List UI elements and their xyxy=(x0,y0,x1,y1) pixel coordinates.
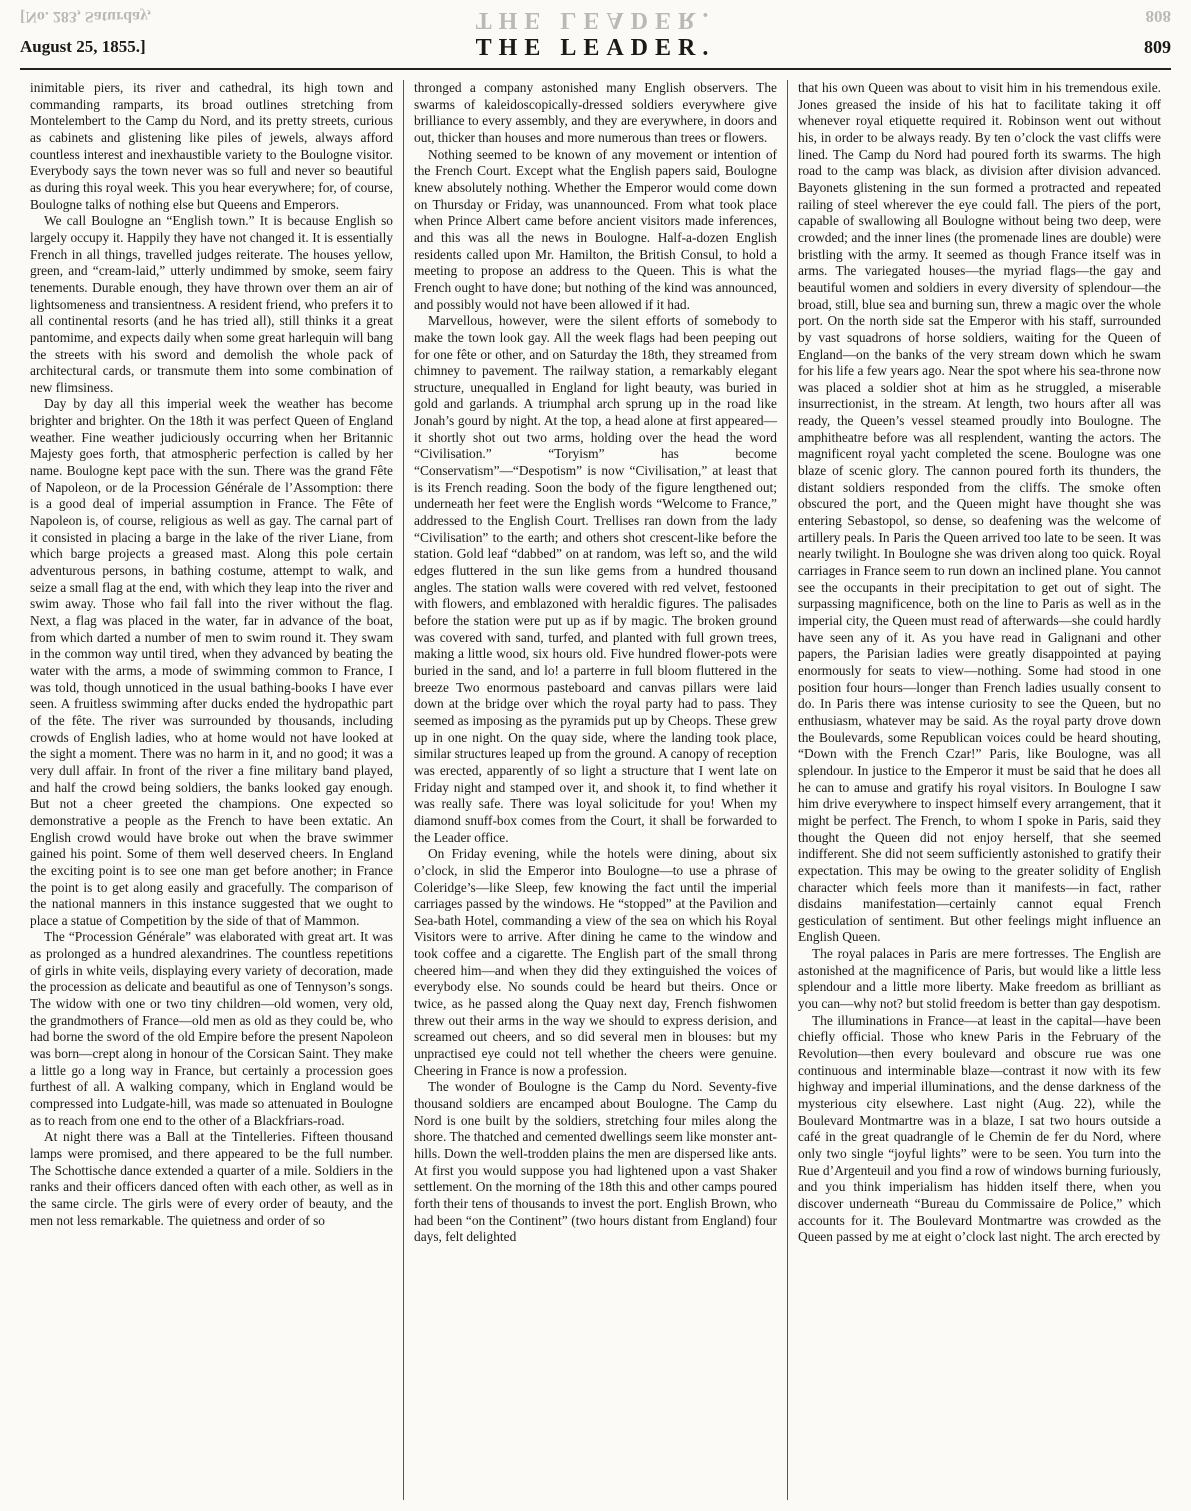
paragraph: At night there was a Ball at the Tintelleries. Fifteen thousand lamps were promised, and there appeared to be the full number. The Schottische dance extended a quarter of a mile. Soldiers in the ranks and their officers danced often with each other, as well as in the same circle. The girls were of every order of beauty, and the men not less remarkable. The quietness and order of so xyxy=(30,1129,393,1228)
article-columns xyxy=(20,80,1171,1500)
paragraph: The wonder of Boulogne is the Camp du Nord. Seventy-five thousand soldiers are encamped about Boulogne. The Camp du Nord is one built by the soldiers, stretching four miles along the shore. The thatched and cemented dwellings seem like monster ant-hills. Down the well-trodden plains the men are dispersed like ants. At first you would suppose you had lightened upon a vast Shaker settlement. On the morning of the 18th this and other camps poured forth their tens of thousands to invest the port. English Brown, who had been “on the Continent” (two hours distant from England) four days, felt delighted xyxy=(414,1079,777,1245)
paragraph: The illuminations in France—at least in the capital—have been chiefly official. Those who knew Paris in the February of the Revolution—then every boulevard and obscure rue was one continuous and interminable blaze—contrast it now with its few highway and imperial illuminations, and the dense darkness of the mysterious city elsewhere. Last night (Aug. 22), while the Boulevard Montmartre was in a blaze, I sat two hours outside a café in the great quadrangle of le Chemin de fer du Nord, where only two single “joyful lights” were to be seen. You turn into the Rue d’Argenteuil and you find a row of windows burning furiously, and you think imperialism has hidden itself there, when you discover underneath “Bureau du Commissaire de Police,” which accounts for it. The Boulevard Montmartre was crowded as the Queen passed by me at eight o’clock last night. The arch erected by xyxy=(798,1012,1161,1245)
bleed-through-left: [No. 283, Saturday, xyxy=(20,8,152,25)
column-1 xyxy=(20,80,403,1500)
paragraph: We call Boulogne an “English town.” It is because English so largely occupy it. Happily they have not changed it. It is essentially French in all things, travelled judges reiterate. The houses yellow, green, and “cream-laid,” utterly undimmed by smoke, seem fairy tenements. Durable enough, they have thrown over them an air of lightsomeness and transientness. A resident friend, who prefers it to all continental resorts (and he has tried all), still thinks it a great pantomime, and expects daily when some great harlequin will bang the streets with his sword and demolish the whole pack of architectural cards, or transmute them into some combination of new flimsiness. xyxy=(30,213,393,395)
column-2 xyxy=(403,80,787,1500)
paragraph: Day by day all this imperial week the weather has become brighter and brighter. On the 18th it was perfect Queen of England weather. Fine weather judiciously occurring when her Britannic Majesty goes forth, that atmospheric perfection is called by her name. Boulogne kept pace with the sun. There was the grand Fête of Napoleon, or de la Procession Générale de l’Assomption: there is a good deal of imperial assumption in France. The Fête of Napoleon is, of course, religious as well as gay. The carnal part of it consisted in placing a barge in the lake of the river Liane, from which barge projects a greased mast. Along this pole certain adventurous persons, in bathing costume, attempt to walk, and seize a small flag at the end, with which they leap into the river and swim away. Those who fail fall into the river without the flag. Next, a flag was placed in the water, far in advance of the boat, from which darted a number of men to swim round it. They swam in the common way until tired, when they advanced by beating the water with the arms, a mode of swimming common to France, I was told, though unnoticed in the usual bathing-books I have ever seen. A fruitless swimming after ducks ended the hydropathic part of the fête. The river was surrounded by thousands, including crowds of English ladies, who at home would not have looked at the sight a moment. There was no harm in it, and no good; it was a very dull affair. In front of the river a fine military band played, and half the crowd being soldiers, the banks looked gay enough. But not a cheer greeted the champions. One expected so demonstrative a people as the French to have been extatic. An English crowd would have broke out when the brave swimmer gained his point. Some of them well deserved cheers. In England the exciting point is to see one man get before another; in France the point is to get along easily and gracefully. The comparison of the national manners in this instance suggested that we ought to place a statue of Competition by the side of that of Mammon. xyxy=(30,396,393,928)
page-number: 809 xyxy=(1144,37,1171,57)
paragraph: On Friday evening, while the hotels were dining, about six o’clock, in slid the Emperor into Boulogne—to use a phrase of Coleridge’s—like Sleep, few knowing the fact until the imperial carriages passed by the windows. He “stopped” at the Pavilion and Sea-bath Hotel, commanding a view of the sea on which his Royal Visitors were to arrive. After dining he came to the window and took coffee and a cigarette. The English part of the small throng cheered him—and when they did they extinguished the voices of everybody else. No sounds could be heard but theirs. Once or twice, as he passed along the Quay next day, French fishwomen threw out their arms in the way we should to express derision, and screamed out cheers, and so did several men in blouses: but my unpractised eye could not tell whether the cheers were genuine. Cheering in France is now a profession. xyxy=(414,846,777,1078)
paragraph: Nothing seemed to be known of any movement or intention of the French Court. Except what the English papers said, Boulogne knew absolutely nothing. Whether the Emperor would come down on Thursday or Friday, was unannounced. From what took place when Prince Albert came before ancient visitors made inferences, and this was all the news in Boulogne. Half-a-dozen English residents called upon Mr. Hamilton, the British Consul, to hold a meeting to propose an address to the Queen. This is what the French ought to have done; but nothing of the kind was announced, and possibly would not have been allowed if it had. xyxy=(414,146,777,312)
paragraph: The royal palaces in Paris are mere fortresses. The English are astonished at the magnificence of Paris, but would like a little less splendour and a little more liberty. Make freedom as brilliant as you can—why not? but stolid freedom is better than gay despotism. xyxy=(798,946,1161,1012)
page-header xyxy=(20,8,1171,70)
column-3 xyxy=(787,80,1171,1500)
header-rule xyxy=(20,68,1171,70)
paragraph: thronged a company astonished many English observers. The swarms of kaleidoscopically-dressed soldiers everywhere give brilliance to every assembly, and they are everywhere, in doors and out, thicker than houses and more numerous than trees or flowers. xyxy=(414,80,777,145)
paragraph: inimitable piers, its river and cathedral, its high town and commanding ramparts, its broad outlines stretching from Montelembert to the Camp du Nord, and its pretty streets, curious as cabinets and glistening like piles of jewels, always afford countless interest and inexhaustible variety to the Boulogne visitor. Everybody says the town never was so full and never so beautiful as during this royal week. This you hear everywhere; for, of course, Boulogne talks of nothing else but Queens and Emperors. xyxy=(30,80,393,212)
masthead-title: THE LEADER. xyxy=(475,35,716,61)
issue-date: August 25, 1855.] xyxy=(20,37,146,56)
paragraph: Marvellous, however, were the silent efforts of somebody to make the town look gay. All the week flags had been peeping out for one fête or other, and on Saturday the 18th, they streamed from chimney to pavement. The railway station, a remarkably elegant structure, unequalled in England for light beauty, was buried in gold and garlands. A triumphal arch sprung up in the road like Jonah’s gourd by night. At the top, a head alone at first appeared—it shortly shot out two arms, holding over the head the word “Civilisation.” “Toryism” has become “Conservatism”—“Despotism” is now “Civilisation,” at least that is its French reading. Soon the body of the figure lengthened out; underneath her feet were the English words “Welcome to France,” addressed to the English Court. Trellises ran down from the lady “Civilisation” to the earth; and others shot crescent-like before the station. Gold leaf “dabbed” on at random, was left so, and the wild edges fluttered in the sun like gems from a hundred thousand angles. The station walls were covered with red velvet, festooned with flowers, and emblazoned with heraldic figures. The palisades before the station were put up as if by magic. The broken ground was covered with sand, turfed, and planted with full grown trees, making a little wood, six hours old. Five hundred flower-pots were buried in the sand, and lo! a parterre in full bloom fluttered in the breeze Two enormous pasteboard and canvas pillars were laid down at the bridge over which the royal party had to pass. They seemed as imposing as the pyramids put up by Cheops. These grew up in one night. On the quay side, where the landing took place, similar structures leaped up from the ground. A canopy of reception was erected, apparently of so light a structure that I went late on Friday night and stamped over it, and shook it, to find whether it was really safe. There was loyal solicitude for you! When my diamond snuff-box comes from the Court, it shall be forwarded to the Leader office. xyxy=(414,313,777,845)
paragraph: that his own Queen was about to visit him in his tremendous exile. Jones greased the inside of his hat to facilitate taking it off whenever royal etiquette required it. Robinson went out without his, in order to be always ready. By ten o’clock the vast cliffs were lined. The Camp du Nord had poured forth its swarms. The high road to the camp was black, as division after division advanced. Bayonets glistening in the sun formed a protracted and repeated railing of steel wherever the eye could fall. The piers of the port, capable of swallowing all Boulogne without being two deep, were crowded; and the inner lines (the promenade lines are double) were bristling with the army. It seemed as though France itself was in arms. The variegated houses—the myriad flags—the gay and beautiful women and soldiers in every diversity of splendour—the broad, still, blue sea and burning sun, threw a magic over the whole port. On the north side sat the Emperor with his staff, surrounded by vast squadrons of horse soldiers, waiting for the Queen of England—on the banks of the very stream down which he swam for his life a few years ago. Near the spot where his sea-throne now was placed a soldier shot at him as he struggled, a miserable insurrectionist, in the stream. At length, two hours after all was ready, the Queen’s vessel steamed proudly into Boulogne. The amphitheatre before was all resplendent, wanting the actors. The magnificent royal yacht completed the scene. Boulogne was one blaze of scenic glory. The cannon poured forth its thunders, the distant soldiers responded from the cliffs. The smoke often obscured the port, and the Queen might have thought she was entering Sebastopol, so dense, so deafening was the welcome of artillery peals. In Paris the Queen arrived too late to be seen. It was nearly twilight. In Boulogne she was driven along too quick. Royal carriages in France seem to run down an inclined plane. You cannot see the occupants in their precipitation to get out of sight. The surpassing magnificence, both on the line to Paris as well as in the imperial city, the Queen must read of afterwards—she could hardly have seen any of it. As you have read in Galignani and other papers, the Parisian ladies were greatly disappointed at paying enormously for seats to view—nothing. Some had stood in one position four hours—longer than French ladies usually consent to do. In Paris there was intense curiosity to see the Queen, but no enthusiasm, whatever may be said. As the royal party drove down the Boulevards, some Republican voices could be heard shouting, “Down with the French Czar!” Paris, like Boulogne, was all splendour. In justice to the Emperor it must be said that he does all he can to amuse and gratify his royal visitors. In Boulogne I saw him drive everywhere to inspect himself every arrangement, that it might be perfect. The French, to whom I spoke in Paris, said they thought the Queen did not enjoy herself, that she seemed indifferent. She did not seem sufficiently astonished to gratify their expectation. This may be owing to the greater solidity of English character which feels more than it manifests—in fact, rather disdains manifestation—certainly cannot equal French gesticulation of sentiment. But other feelings might influence an English Queen. xyxy=(798,80,1161,945)
paragraph: The “Procession Générale” was elaborated with great art. It was as prolonged as a hundred alexandrines. The countless repetitions of girls in white veils, displaying every variety of decoration, made the procession as delicate and beautiful as one of Tennyson’s songs. The widow with one or two tiny children—old women, very old, the grandmothers of France—old men as old as they could be, who had borne the sword of the old Empire before the present Napoleon was born—crept along in honour of the Corsican Saint. They make a little go a long way in France, but certainly a procession goes furthest of all. A walking company, which in England would be compressed into Ludgate-hill, was made so attenuated in Boulogne as to reach from one end to the other of a Blackfriars-road. xyxy=(30,929,393,1128)
bleed-through-masthead: THE LEADER. xyxy=(475,7,716,33)
bleed-through-page-number: 808 xyxy=(1145,7,1171,26)
